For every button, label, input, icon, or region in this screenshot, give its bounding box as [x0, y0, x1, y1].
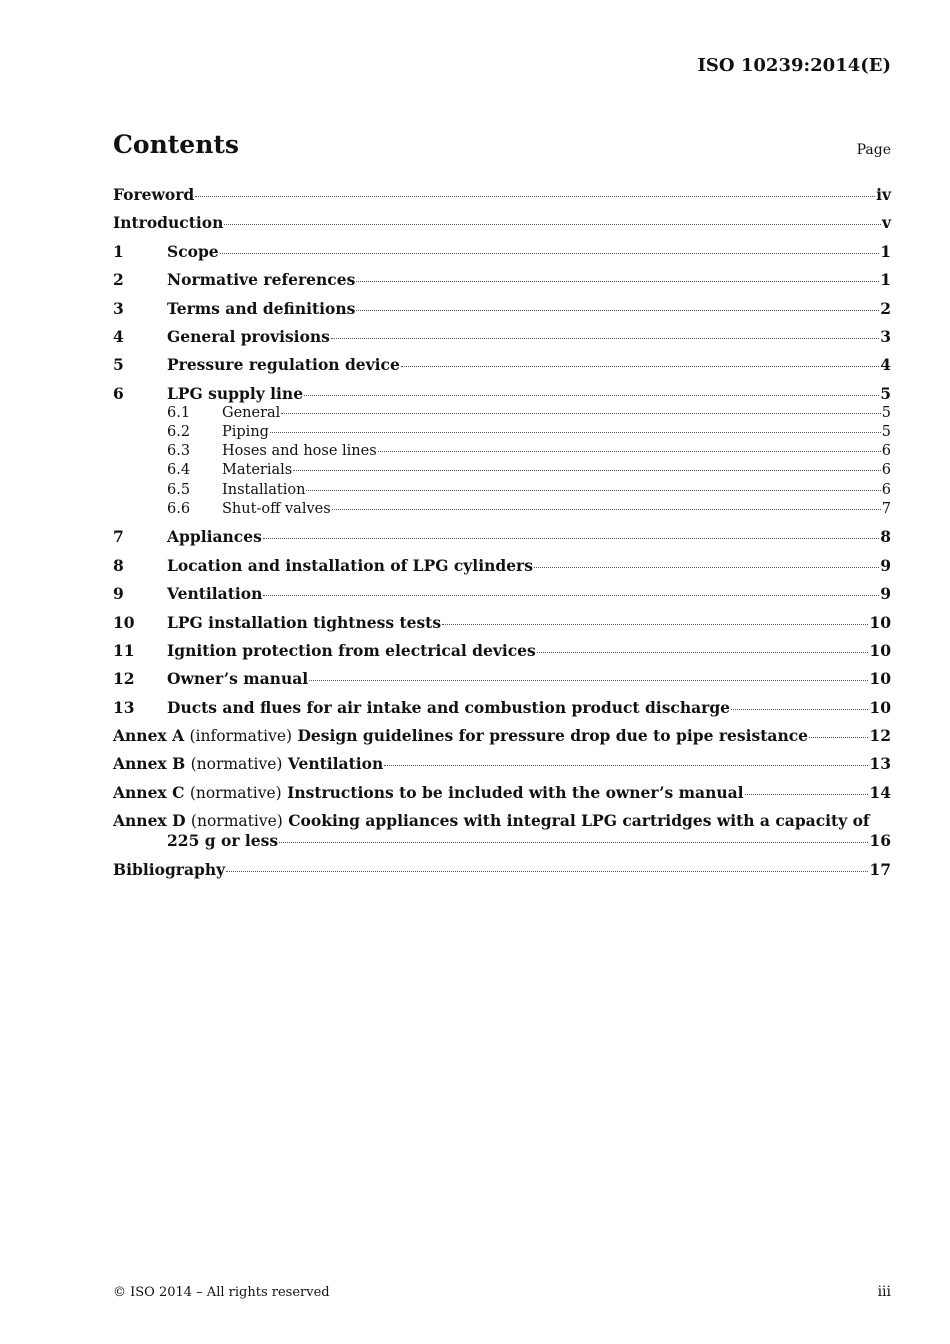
toc-title: General — [222, 404, 281, 421]
toc-entry-clause-1[interactable] — [113, 242, 891, 262]
dot-leader — [306, 490, 880, 491]
toc-entry-introduction[interactable] — [113, 213, 891, 233]
toc-entry-clause-2[interactable] — [113, 270, 891, 290]
dot-leader — [401, 366, 879, 367]
toc-entry-subclause-6-3[interactable] — [113, 442, 891, 461]
dot-leader — [304, 395, 879, 396]
toc-number: 4 — [113, 326, 124, 346]
toc-number: 5 — [113, 355, 124, 375]
toc-number: 6.4 — [167, 462, 191, 479]
dot-leader — [224, 224, 881, 225]
dot-leader — [378, 451, 881, 452]
toc-entry-annex-d[interactable] — [113, 811, 891, 851]
dot-leader — [442, 624, 868, 625]
toc-number: 3 — [113, 298, 124, 318]
toc-entry-clause-11[interactable] — [113, 641, 891, 661]
toc-annex-label: Annex C — [113, 782, 185, 802]
toc-number: 6.3 — [167, 443, 191, 460]
toc-page: 9 — [880, 555, 891, 575]
dot-leader — [745, 794, 869, 795]
toc-entry-bibliography[interactable] — [113, 860, 891, 880]
document-id: ISO 10239:2014(E) — [697, 55, 891, 76]
toc-page: 1 — [880, 241, 891, 261]
dot-leader — [384, 765, 868, 766]
toc-number: 11 — [113, 640, 135, 660]
toc-title-line-2: 225 g or less — [167, 831, 279, 851]
toc-title: Bibliography — [113, 859, 226, 879]
toc-page: 16 — [869, 831, 891, 851]
toc-entry-clause-10[interactable] — [113, 613, 891, 633]
toc-entry-subclause-6-4[interactable] — [113, 461, 891, 480]
toc-entry-subclause-6-2[interactable] — [113, 423, 891, 442]
toc-title: Ignition protection from electrical devices — [167, 640, 536, 660]
toc-number: 6.6 — [167, 500, 191, 517]
toc-title: Owner’s manual — [167, 669, 309, 689]
toc-annex-label: Annex D — [113, 811, 186, 831]
toc-page: 10 — [869, 640, 891, 660]
dot-leader — [809, 737, 868, 738]
toc-page: 14 — [869, 782, 891, 802]
toc-page: 10 — [869, 612, 891, 632]
toc-line-2 — [113, 831, 891, 851]
dot-leader — [220, 253, 880, 254]
toc-title: LPG supply line — [167, 383, 304, 403]
toc-entry-subclause-6-6[interactable] — [113, 500, 891, 519]
toc-title: Piping — [222, 423, 269, 440]
toc-page: iv — [876, 185, 891, 204]
toc-title: LPG installation tightness tests — [167, 612, 442, 632]
toc-page: 12 — [869, 726, 891, 746]
toc-page: 5 — [881, 423, 891, 440]
toc-entry-clause-8[interactable] — [113, 556, 891, 576]
toc-number: 6.2 — [167, 423, 191, 440]
toc-number: 10 — [113, 612, 135, 632]
toc-page: 1 — [880, 270, 891, 290]
toc-entry-foreword[interactable] — [113, 185, 891, 205]
dot-leader — [226, 871, 868, 872]
toc-title: Installation — [222, 481, 306, 498]
toc-page: 17 — [869, 859, 891, 879]
dot-leader — [356, 310, 879, 311]
dot-leader — [281, 413, 880, 414]
dot-leader — [195, 196, 875, 197]
toc-annex-kind: (normative) — [190, 812, 283, 831]
toc-title: Normative references — [167, 270, 356, 290]
toc-line-1 — [113, 811, 891, 831]
toc-title: Location and installation of LPG cylinders — [167, 555, 533, 575]
toc-entry-clause-6[interactable] — [113, 384, 891, 404]
toc-annex-label: Annex B — [113, 754, 186, 774]
toc-entry-clause-4[interactable] — [113, 327, 891, 347]
contents-heading: Contents — [113, 130, 240, 159]
toc-page: v — [881, 213, 891, 233]
toc-number: 2 — [113, 270, 124, 290]
toc-page: 7 — [881, 500, 891, 517]
toc-title: Scope — [167, 241, 219, 261]
toc-entry-subclause-6-5[interactable] — [113, 481, 891, 500]
toc-number: 12 — [113, 669, 135, 689]
toc-title: Design guidelines for pressure drop due to pipe resistance — [297, 726, 809, 746]
copyright-notice: © ISO 2014 – All rights reserved — [113, 1285, 330, 1300]
toc-annex-kind: (normative) — [190, 755, 283, 774]
toc-title: Appliances — [167, 527, 262, 547]
toc-entry-annex-b[interactable] — [113, 754, 891, 774]
toc-title: Pressure regulation device — [167, 355, 400, 375]
toc-page: 9 — [880, 584, 891, 604]
dot-leader — [293, 470, 881, 471]
toc-entry-clause-13[interactable] — [113, 698, 891, 718]
toc-annex-kind: (normative) — [189, 783, 282, 802]
toc-title: Shut-off valves — [222, 500, 331, 517]
dot-leader — [309, 680, 868, 681]
table-of-contents — [113, 185, 891, 880]
toc-title: Hoses and hose lines — [222, 443, 377, 460]
toc-number: 9 — [113, 584, 124, 604]
dot-leader — [331, 338, 879, 339]
toc-page: 10 — [869, 697, 891, 717]
toc-title: Ventilation — [287, 754, 384, 774]
toc-page: 4 — [880, 355, 891, 375]
toc-page: 6 — [881, 462, 891, 479]
toc-title: Ventilation — [167, 584, 263, 604]
toc-page: 5 — [881, 404, 891, 421]
toc-title: Introduction — [113, 213, 224, 233]
toc-entry-clause-3[interactable] — [113, 299, 891, 319]
dot-leader — [263, 595, 879, 596]
page-column-label: Page — [856, 142, 891, 158]
toc-number: 13 — [113, 697, 135, 717]
toc-page: 2 — [880, 298, 891, 318]
dot-leader — [279, 842, 868, 843]
toc-page: 8 — [880, 527, 891, 547]
toc-page: 5 — [880, 383, 891, 403]
toc-annex-kind: (informative) — [189, 727, 293, 746]
toc-entry-clause-5[interactable] — [113, 355, 891, 375]
toc-title-line-1: Cooking appliances with integral LPG cartridges with a capacity of — [288, 811, 870, 831]
toc-number: 1 — [113, 241, 124, 261]
dot-leader — [332, 509, 881, 510]
toc-entry-annex-a[interactable] — [113, 726, 891, 746]
dot-leader — [537, 652, 869, 653]
toc-title: Terms and definitions — [167, 298, 356, 318]
dot-leader — [263, 538, 879, 539]
toc-annex-label: Annex A — [113, 726, 185, 746]
toc-page: 13 — [869, 754, 891, 774]
dot-leader — [534, 567, 879, 568]
toc-entry-clause-7[interactable] — [113, 527, 891, 547]
toc-number: 6.5 — [167, 481, 191, 498]
toc-number: 7 — [113, 527, 124, 547]
toc-page: 3 — [880, 326, 891, 346]
toc-number: 8 — [113, 555, 124, 575]
toc-number: 6.1 — [167, 404, 191, 421]
toc-page: 6 — [881, 443, 891, 460]
page-number: iii — [877, 1284, 891, 1300]
toc-title: General provisions — [167, 326, 330, 346]
dot-leader — [731, 709, 868, 710]
toc-title: Ducts and flues for air intake and combustion product discharge — [167, 697, 731, 717]
dot-leader — [356, 281, 879, 282]
toc-entry-clause-12[interactable] — [113, 669, 891, 689]
toc-title: Materials — [222, 462, 293, 479]
toc-page: 6 — [881, 481, 891, 498]
toc-page: 10 — [869, 669, 891, 689]
dot-leader — [270, 432, 881, 433]
toc-number: 6 — [113, 383, 124, 403]
toc-entry-subclause-6-1[interactable] — [113, 404, 891, 423]
toc-entry-annex-c[interactable] — [113, 783, 891, 803]
toc-title: Foreword — [113, 185, 195, 204]
toc-entry-clause-9[interactable] — [113, 584, 891, 604]
toc-title: Instructions to be included with the owner’s manual — [287, 782, 744, 802]
